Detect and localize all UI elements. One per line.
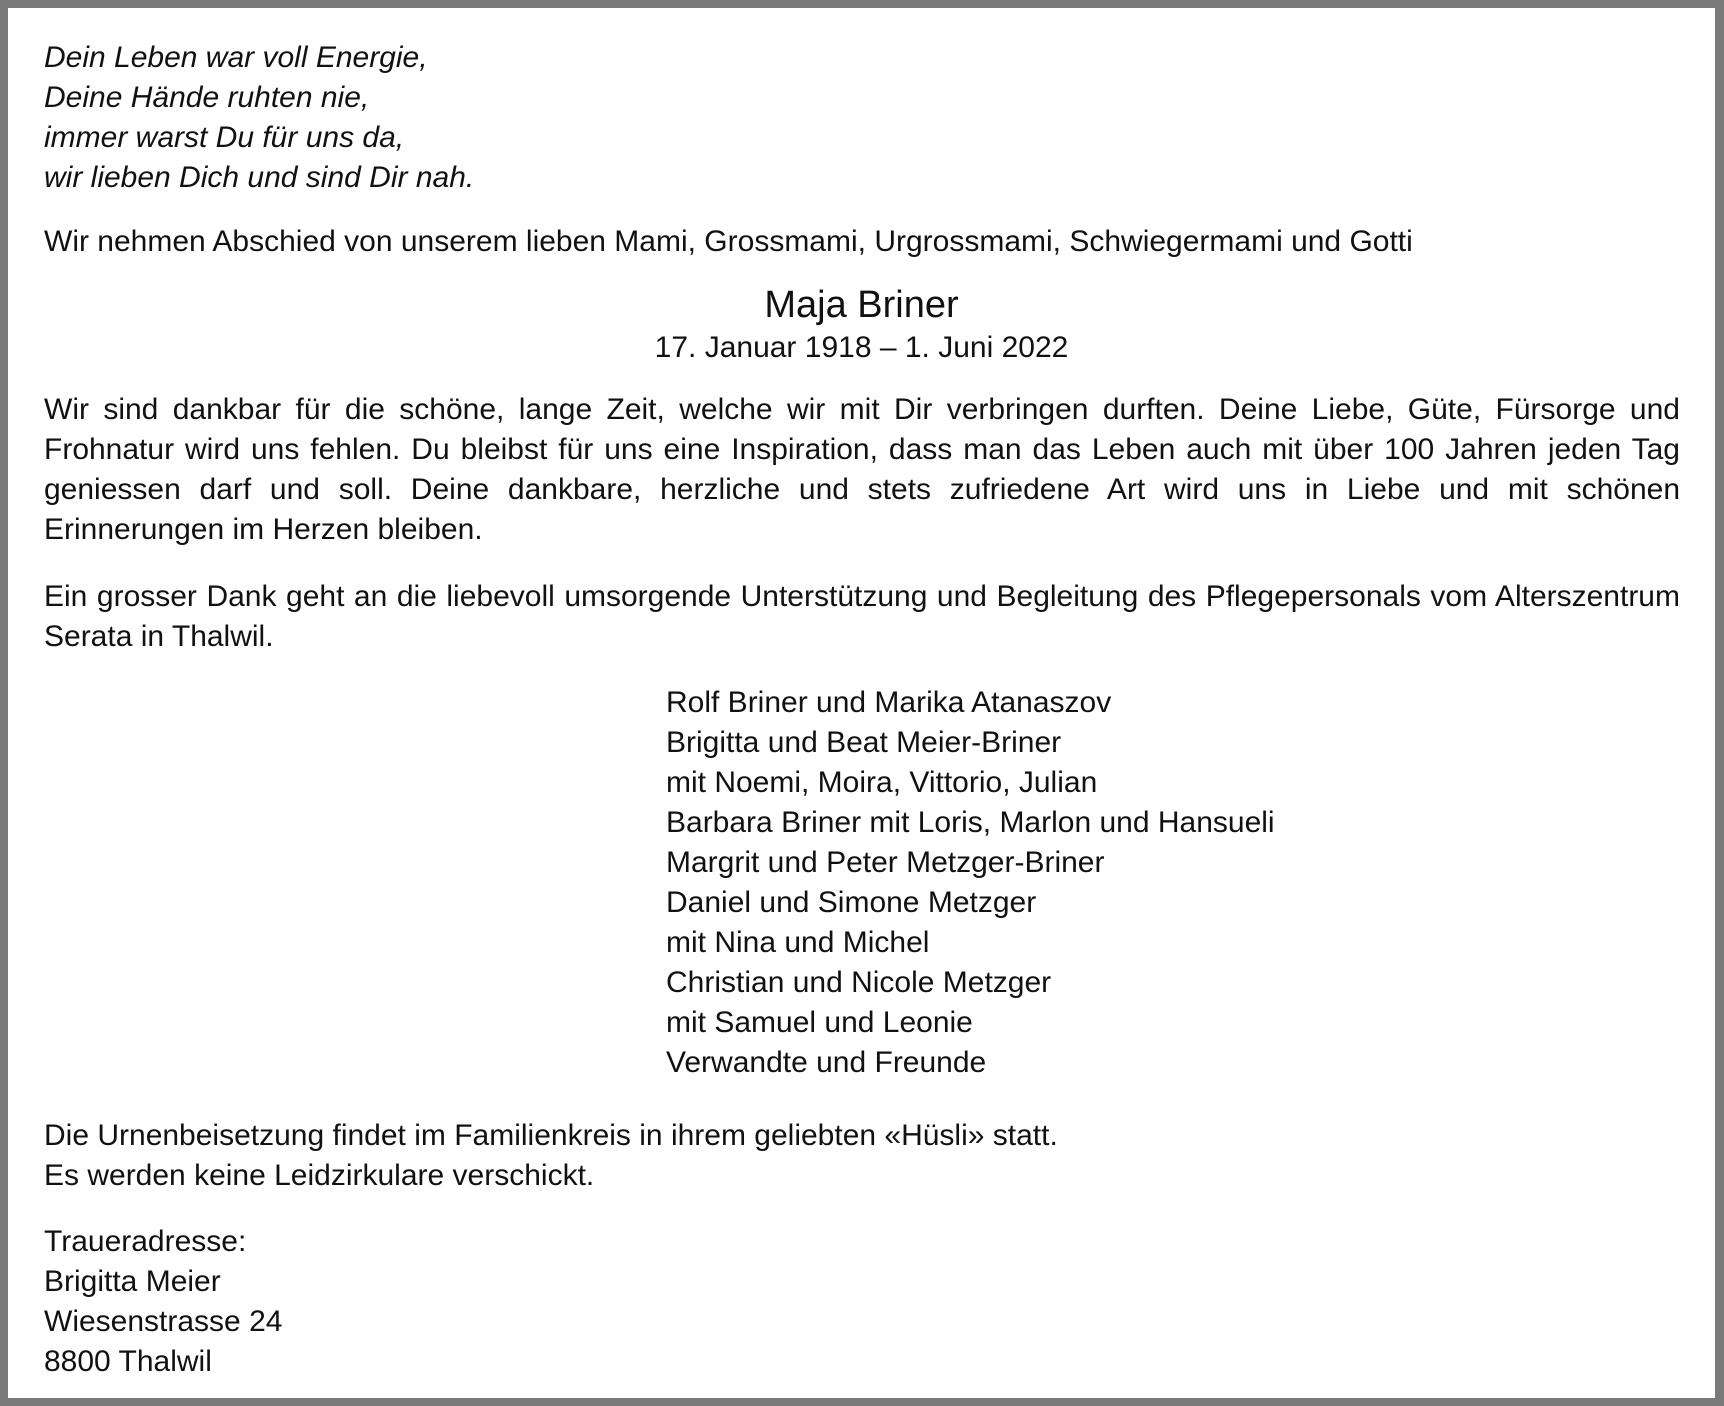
mourner-line: Daniel und Simone Metzger [666, 886, 1037, 919]
address-label: Traueradresse: [44, 1225, 247, 1258]
mourner-line: mit Samuel und Leonie [666, 1006, 973, 1039]
deceased-name: Maja Briner [764, 284, 959, 326]
mourner-line: Brigitta und Beat Meier-Briner [666, 726, 1062, 759]
life-dates: 17. Januar 1918 – 1. Juni 2022 [654, 331, 1069, 364]
obituary-page [8, 8, 1715, 1398]
burial-notice [44, 1116, 1680, 1196]
notice-line: Die Urnenbeisetzung findet im Familienkreis in ihrem geliebten «Hüsli» statt. [44, 1119, 1058, 1152]
intro-line: Wir nehmen Abschied von unserem lieben Mami, Grossmami, Urgrossmami, Schwiegermami und Gotti [44, 225, 1413, 258]
poem-line: immer warst Du für uns da, [44, 121, 405, 154]
mourners-list [666, 683, 1275, 1083]
poem [44, 38, 1680, 198]
intro-text [44, 222, 1680, 262]
mourner-line: Verwandte und Freunde [666, 1046, 987, 1079]
mourner-line: Rolf Briner und Marika Atanaszov [666, 686, 1112, 719]
thanks-paragraph: Ein grosser Dank geht an die liebevoll umsorgende Unterstützung und Begleitung des Pflegepersonals vom Alterszentrum Serata in Thalwil. [44, 580, 1680, 653]
poem-line: Dein Leben war voll Energie, [44, 41, 428, 74]
mourner-line: Margrit und Peter Metzger-Briner [666, 846, 1105, 879]
mourning-address [44, 1222, 1680, 1382]
mourner-line: Barbara Briner mit Loris, Marlon und Hansueli [666, 806, 1275, 839]
mourner-line: mit Noemi, Moira, Vittorio, Julian [666, 766, 1098, 799]
address-name: Brigitta Meier [44, 1265, 221, 1298]
address-street: Wiesenstrasse 24 [44, 1305, 283, 1338]
address-city: 8800 Thalwil [44, 1345, 212, 1378]
gratitude-paragraph: Wir sind dankbar für die schöne, lange Zeit, welche wir mit Dir verbringen durften. Deine Liebe, Güte, Fürsorge und Frohnatur wird uns fehlen. Du bleibst für uns eine Inspiration, dass man das Leben auch mit über 100 Jahren jeden Tag geniessen darf und soll. Deine dankbare, herzliche und stets zufriedene Art wird uns in Liebe und mit schönen Erinnerungen im Herzen bleiben. [44, 393, 1680, 546]
mourner-line: mit Nina und Michel [666, 926, 930, 959]
mourner-line: Christian und Nicole Metzger [666, 966, 1052, 999]
poem-line: Deine Hände ruhten nie, [44, 81, 370, 114]
notice-line: Es werden keine Leidzirkulare verschickt. [44, 1159, 595, 1192]
poem-line: wir lieben Dich und sind Dir nah. [44, 161, 475, 194]
